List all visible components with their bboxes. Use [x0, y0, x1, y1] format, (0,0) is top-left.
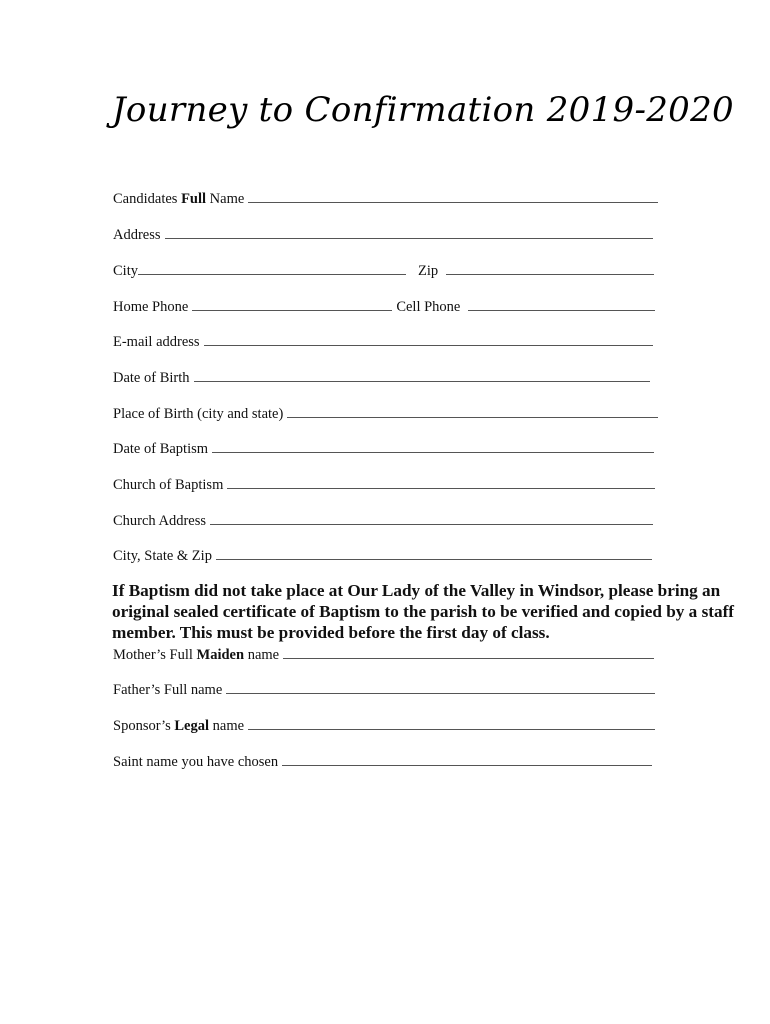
email-row — [113, 331, 653, 353]
email-field[interactable] — [204, 331, 653, 346]
pob-label: Place of Birth (city and state) — [113, 406, 284, 422]
sponsor-name-label: Sponsor’s Legal name — [113, 718, 245, 734]
saint-name-row — [113, 751, 652, 773]
saint-name-field[interactable] — [282, 751, 652, 766]
mother-name-row — [113, 644, 654, 666]
city-field[interactable] — [138, 260, 406, 275]
dob-row — [113, 367, 650, 389]
baptism-church-row — [113, 474, 655, 496]
baptism-date-row — [113, 438, 654, 460]
pob-row — [113, 403, 658, 425]
home-phone-label: Home Phone — [113, 299, 189, 315]
church-address-field[interactable] — [210, 510, 653, 525]
mother-name-label: Mother’s Full Maiden name — [113, 647, 280, 663]
city-state-zip-label: City, State & Zip — [113, 548, 212, 564]
candidate-name-row — [113, 188, 658, 210]
city-state-zip-row — [113, 545, 652, 567]
cell-phone-field[interactable] — [468, 296, 655, 311]
father-name-field[interactable] — [226, 679, 655, 694]
candidate-name-field[interactable] — [248, 188, 658, 203]
address-field[interactable] — [165, 224, 653, 239]
cell-phone-label: Cell Phone — [396, 299, 461, 315]
zip-label: Zip — [417, 263, 439, 279]
pob-field[interactable] — [287, 403, 658, 418]
baptism-date-field[interactable] — [212, 438, 654, 453]
sponsor-name-row — [113, 715, 655, 737]
church-address-row — [113, 510, 653, 532]
city-state-zip-field[interactable] — [216, 545, 652, 560]
church-address-label: Church Address — [113, 513, 207, 529]
baptism-notice: If Baptism did not take place at Our Lady of the Valley in Windsor, please bring an original sealed certificate of Baptism to the parish to be verified and copied by a staff member. This must be provided before the first day of class. — [112, 581, 735, 642]
city-zip-row — [113, 260, 654, 282]
address-label: Address — [113, 227, 161, 243]
father-name-row — [113, 679, 655, 701]
zip-field[interactable] — [446, 260, 654, 275]
address-row — [113, 224, 653, 246]
home-phone-field[interactable] — [192, 296, 392, 311]
city-label: City — [113, 263, 138, 279]
dob-label: Date of Birth — [113, 370, 190, 386]
baptism-church-label: Church of Baptism — [113, 477, 224, 493]
baptism-date-label: Date of Baptism — [113, 441, 209, 457]
dob-field[interactable] — [194, 367, 650, 382]
sponsor-name-field[interactable] — [248, 715, 655, 730]
candidate-name-label: Candidates Full Name — [113, 191, 245, 207]
form-title: Journey to Confirmation 2019-2020 — [112, 90, 734, 130]
baptism-church-field[interactable] — [227, 474, 655, 489]
phone-row — [113, 296, 655, 318]
mother-name-field[interactable] — [283, 644, 654, 659]
father-name-label: Father’s Full name — [113, 682, 223, 698]
saint-name-label: Saint name you have chosen — [113, 754, 279, 770]
email-label: E-mail address — [113, 334, 200, 350]
